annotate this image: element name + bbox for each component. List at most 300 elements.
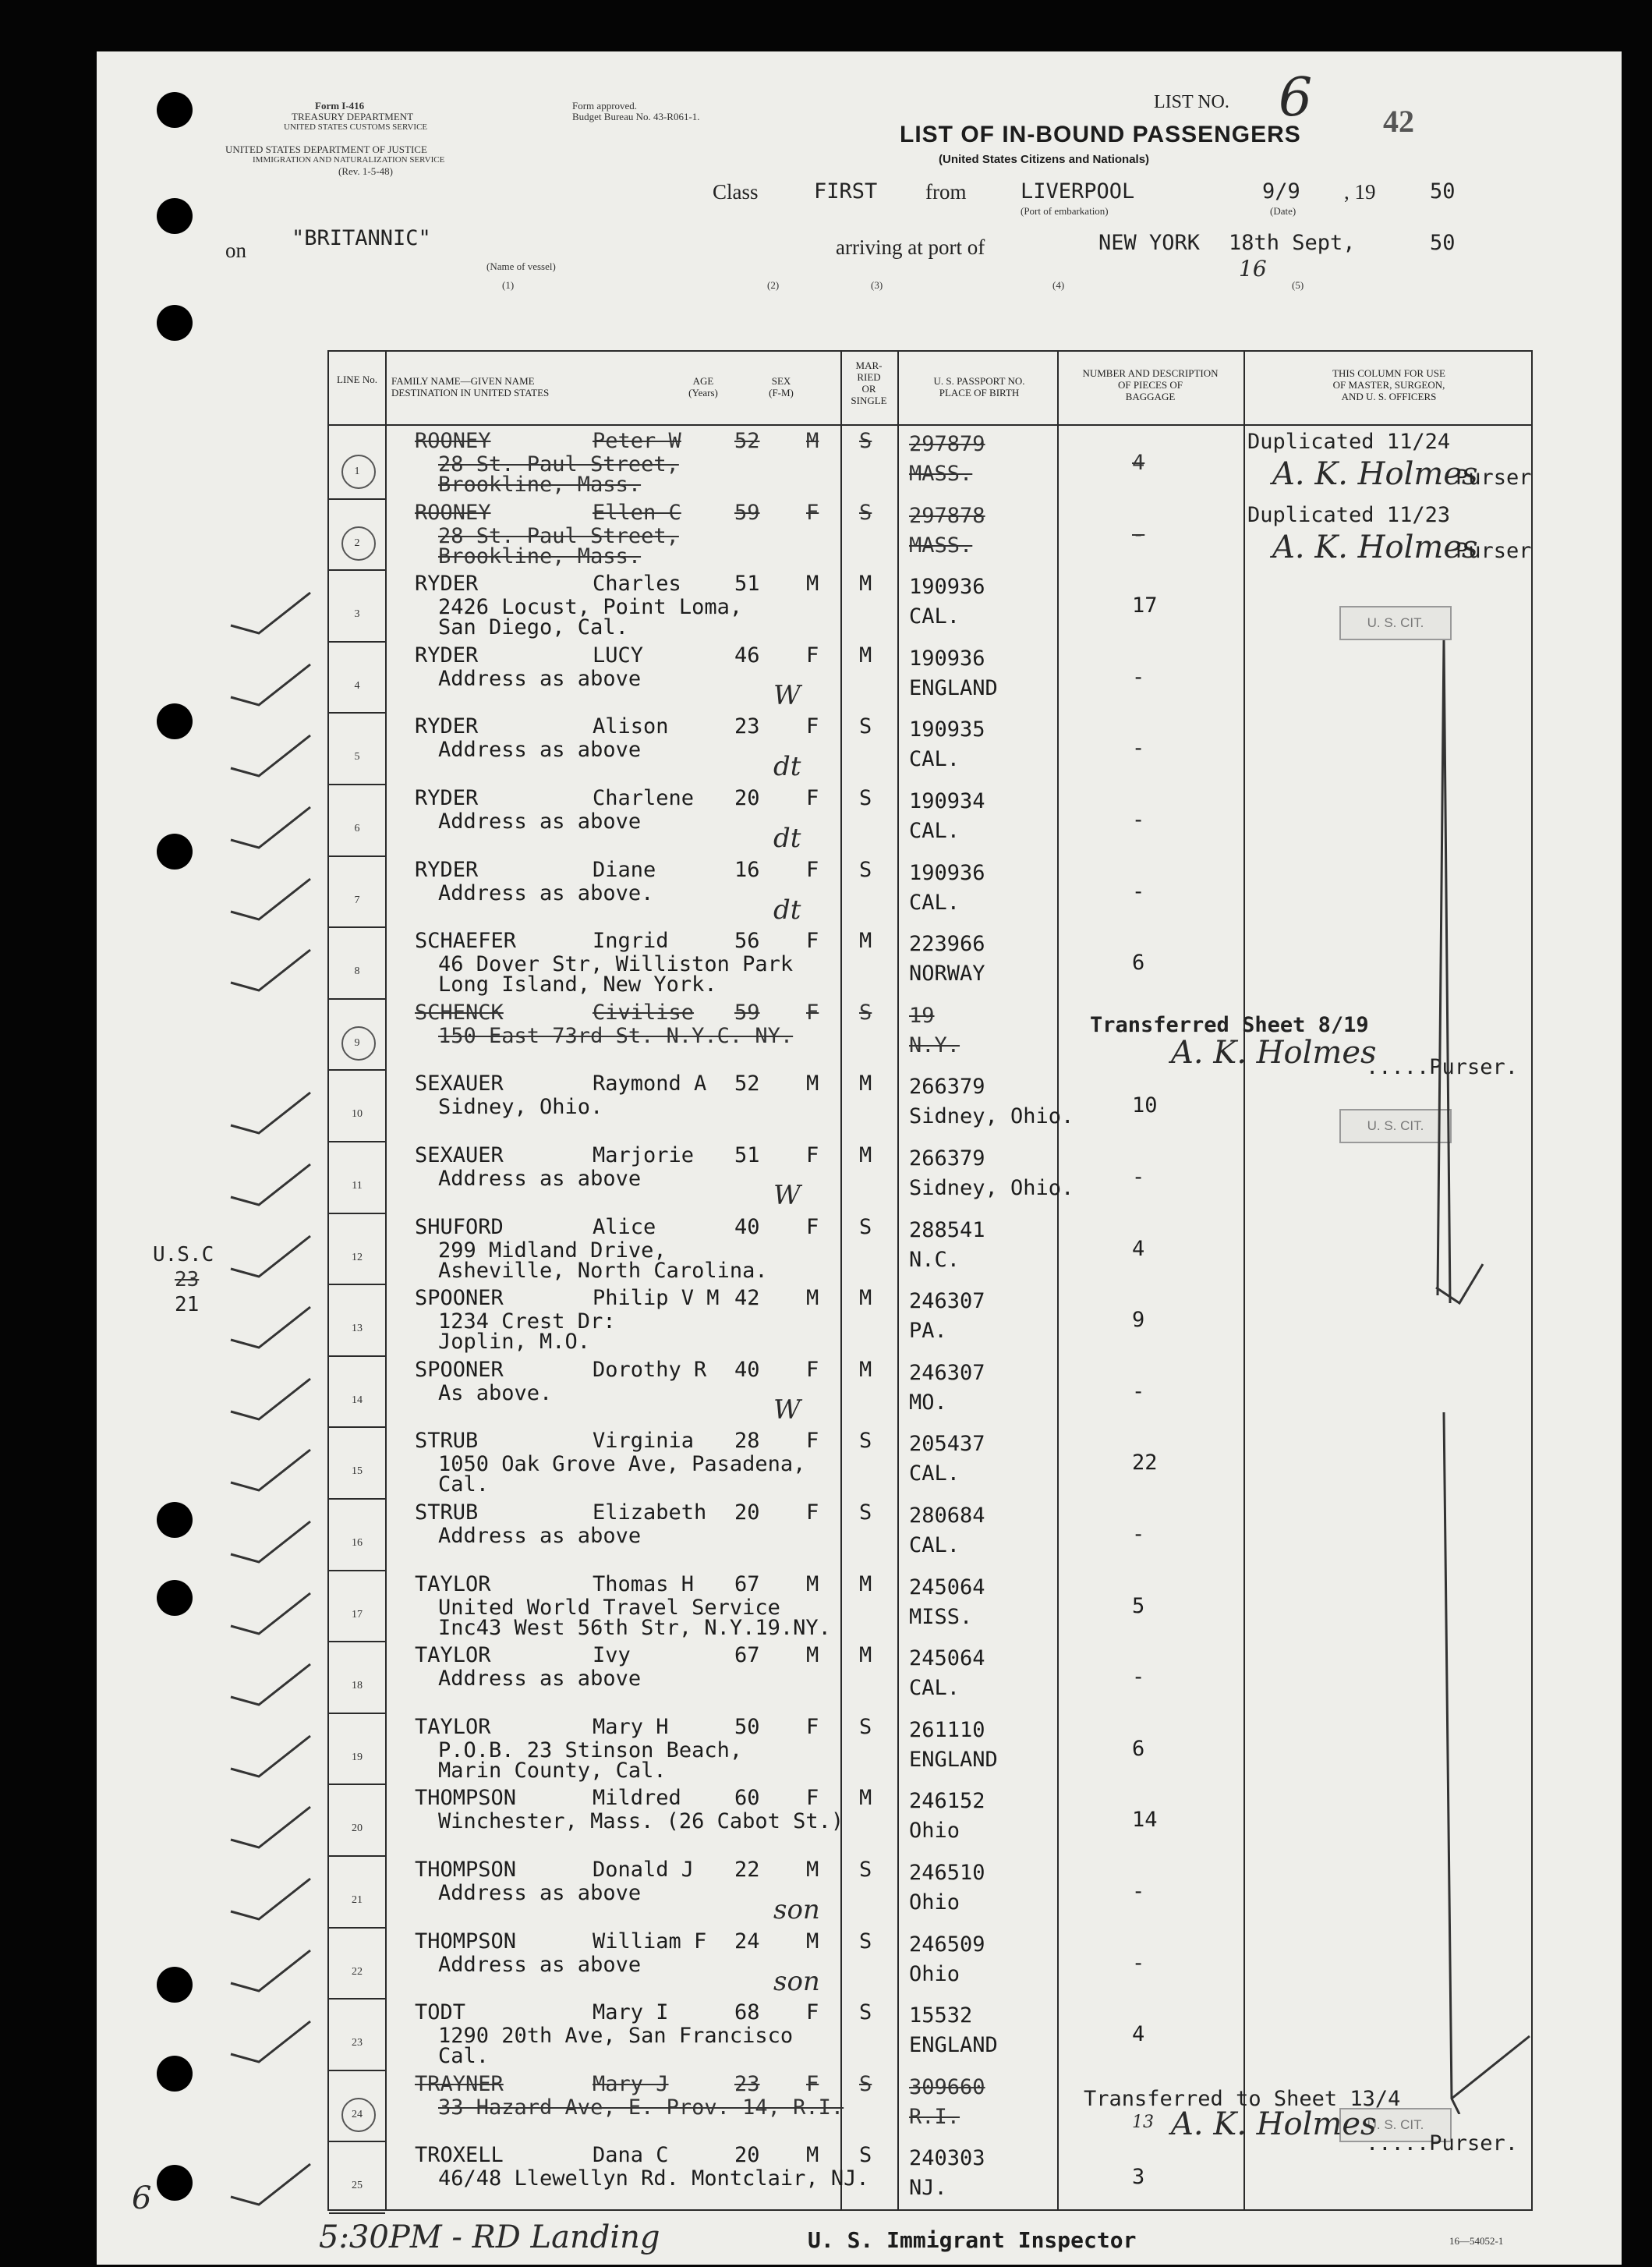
- passenger-surname: TAYLOR: [415, 1643, 491, 1668]
- baggage-count: -: [1132, 1379, 1145, 1404]
- passenger-marital: M: [859, 929, 872, 954]
- passenger-marital: S: [859, 1214, 872, 1239]
- passenger-surname: STRUB: [415, 1429, 479, 1454]
- duplicated-note-2: Duplicated 11/23: [1247, 503, 1451, 527]
- transfer-note-1: Transferred Sheet 8/19: [1090, 1013, 1369, 1037]
- passenger-marital: M: [859, 643, 872, 668]
- passenger-given-name: Mary I: [593, 2000, 669, 2025]
- us-citizen-stamp: U. S. CIT.: [1339, 606, 1452, 640]
- arrival-date-correction: 16: [1239, 256, 1267, 282]
- passenger-address: Address as above: [438, 666, 642, 691]
- table-row: [329, 1213, 1531, 1284]
- vessel-caption: (Name of vessel): [486, 260, 556, 272]
- passenger-marital: S: [859, 2071, 872, 2096]
- passenger-surname: RYDER: [415, 714, 479, 739]
- place-of-birth: CAL.: [909, 1461, 960, 1486]
- passenger-address-line2: Long Island, New York.: [438, 972, 717, 997]
- arriving-label: arriving at port of: [836, 236, 985, 259]
- passenger-surname: THOMPSON: [415, 1929, 517, 1954]
- check-mark: [228, 945, 313, 992]
- passenger-age: 20: [734, 1500, 760, 1525]
- col-header-name: FAMILY NAME—GIVEN NAME DESTINATION IN UNITED STATES: [391, 375, 550, 398]
- passenger-surname: SCHENCK: [415, 1000, 504, 1025]
- passport-number: 19: [909, 1003, 935, 1028]
- us-citizen-stamp: U. S. CIT.: [1339, 2108, 1452, 2142]
- passport-number: 309660: [909, 2074, 985, 2099]
- passenger-given-name: Philip V M: [593, 1286, 720, 1311]
- passenger-sex: F: [806, 2000, 819, 2025]
- passenger-address-line2: San Diego, Cal.: [438, 615, 628, 640]
- passenger-age: 28: [734, 1429, 760, 1454]
- agency-ins: IMMIGRATION AND NATURALIZATION SERVICE: [253, 155, 445, 165]
- line-number: 7: [354, 894, 360, 906]
- embark-port: LIVERPOOL: [1021, 179, 1135, 204]
- passenger-surname: TODT: [415, 2000, 466, 2025]
- line-number: 9: [354, 1036, 360, 1049]
- relation-mark: dt: [773, 823, 801, 854]
- passenger-surname: RYDER: [415, 643, 479, 668]
- passenger-surname: TROXELL: [415, 2143, 504, 2168]
- passenger-age: 40: [734, 1214, 760, 1239]
- passenger-marital: S: [859, 714, 872, 739]
- table-row: [329, 1855, 1531, 1927]
- arrival-year: 50: [1430, 231, 1456, 255]
- check-mark: [228, 1088, 313, 1135]
- passenger-sex: F: [806, 1500, 819, 1525]
- passenger-given-name: Dana C: [593, 2143, 669, 2168]
- table-row: [329, 641, 1531, 713]
- passport-number: 15532: [909, 2003, 973, 2028]
- passport-number: 266379: [909, 1146, 985, 1171]
- manifest-sheet: [97, 51, 1622, 2265]
- passenger-given-name: Charlene: [593, 786, 695, 810]
- row-divider: [329, 2212, 385, 2214]
- passenger-marital: S: [859, 857, 872, 882]
- passenger-given-name: Diane: [593, 857, 656, 882]
- passenger-surname: TAYLOR: [415, 1714, 491, 1739]
- list-number-value: 6: [1279, 67, 1313, 129]
- place-of-birth: N.Y.: [909, 1033, 960, 1057]
- table-row: [329, 1284, 1531, 1355]
- passenger-sex: F: [806, 714, 819, 739]
- line-number: 22: [352, 1965, 363, 1978]
- punch-hole: [157, 834, 193, 870]
- line-number: 11: [352, 1180, 363, 1192]
- baggage-count: 6: [1132, 1736, 1145, 1761]
- check-mark: [228, 1874, 313, 1921]
- passport-number: 190936: [909, 575, 985, 600]
- check-mark: [228, 1802, 313, 1849]
- passenger-marital: S: [859, 1500, 872, 1525]
- baggage-count: -: [1132, 1950, 1145, 1975]
- punch-hole: [157, 2056, 193, 2092]
- passenger-marital: S: [859, 786, 872, 810]
- embark-caption: (Port of embarkation): [1021, 205, 1109, 217]
- passenger-address: As above.: [438, 1380, 553, 1405]
- place-of-birth: Ohio: [909, 1890, 960, 1915]
- passport-number: 288541: [909, 1217, 985, 1242]
- passenger-address: Address as above: [438, 809, 642, 834]
- passenger-address-line2: Marin County, Cal.: [438, 1758, 667, 1783]
- place-of-birth: N.C.: [909, 1247, 960, 1272]
- inspector-label: U. S. Immigrant Inspector: [808, 2227, 1137, 2253]
- passenger-age: 23: [734, 2071, 760, 2096]
- passenger-surname: ROONEY: [415, 500, 491, 525]
- passport-number: 246510: [909, 1861, 985, 1885]
- form-subtitle: (United States Citizens and Nationals): [939, 153, 1150, 166]
- passport-number: 190936: [909, 860, 985, 885]
- line-circle: [341, 2098, 376, 2132]
- line-number: 15: [352, 1465, 363, 1478]
- table-row: [329, 1783, 1531, 1855]
- check-mark: [228, 802, 313, 849]
- baggage-count: 10: [1132, 1093, 1158, 1118]
- passenger-sex: M: [806, 1571, 819, 1596]
- arrival-date: 18th Sept,: [1229, 231, 1356, 255]
- passenger-address-line2: Inc43 West 56th Str, N.Y.19.NY.: [438, 1615, 831, 1640]
- check-mark: [228, 1731, 313, 1778]
- budget-bureau: Budget Bureau No. 43-R061-1.: [572, 111, 700, 122]
- line-number: 5: [354, 751, 360, 763]
- passenger-age: 56: [734, 929, 760, 954]
- passport-number: 190934: [909, 789, 985, 813]
- punch-hole: [157, 1967, 193, 2003]
- col-header-passport: U. S. PASSPORT NO. PLACE OF BIRTH: [933, 375, 1025, 398]
- passenger-address: Address as above: [438, 1952, 642, 1977]
- class-label: Class: [713, 180, 759, 204]
- passenger-marital: S: [859, 500, 872, 525]
- passenger-marital: S: [859, 1714, 872, 1739]
- line-number: 20: [352, 1822, 363, 1835]
- page-number: 42: [1383, 104, 1414, 139]
- punch-hole: [157, 1580, 193, 1616]
- baggage-count: 9: [1132, 1308, 1145, 1333]
- relation-mark: dt: [773, 894, 801, 926]
- line-circle: [341, 455, 376, 489]
- purser-label: Purser: [1456, 539, 1532, 563]
- check-mark: [228, 588, 313, 635]
- passenger-age: 51: [734, 572, 760, 597]
- purser-signature: A. K. Holmes: [1171, 2106, 1377, 2142]
- col-number: (5): [1292, 279, 1304, 291]
- place-of-birth: MASS.: [909, 533, 973, 558]
- passenger-marital: S: [859, 1000, 872, 1025]
- col-header-married: MAR- RIED OR SINGLE: [851, 360, 887, 406]
- departure-date: 9/9: [1262, 179, 1300, 204]
- place-of-birth: Sidney, Ohio.: [909, 1176, 1074, 1200]
- passport-number: 245064: [909, 1575, 985, 1599]
- passenger-given-name: Mary J: [593, 2071, 669, 2096]
- check-mark: [228, 1660, 313, 1706]
- place-of-birth: CAL.: [909, 1533, 960, 1557]
- passenger-marital: M: [859, 1286, 872, 1311]
- table-row: [329, 1498, 1531, 1570]
- agency-justice: UNITED STATES DEPARTMENT OF JUSTICE: [225, 143, 427, 155]
- place-of-birth: ENGLAND: [909, 1747, 998, 1772]
- date-caption: (Date): [1270, 205, 1296, 217]
- passenger-address: 1290 20th Ave, San Francisco: [438, 2024, 794, 2049]
- baggage-count: -: [1132, 1665, 1145, 1690]
- passport-number: 280684: [909, 1504, 985, 1528]
- table-row: [329, 1641, 1531, 1713]
- place-of-birth: Sidney, Ohio.: [909, 1104, 1074, 1129]
- baggage-count: 17: [1132, 593, 1158, 618]
- passenger-marital: M: [859, 1786, 872, 1811]
- passenger-sex: M: [806, 1286, 819, 1311]
- check-mark: [228, 731, 313, 778]
- baggage-count: 4: [1132, 1236, 1145, 1261]
- baggage-count: 14: [1132, 1808, 1158, 1833]
- passenger-address: P.O.B. 23 Stinson Beach,: [438, 1737, 743, 1762]
- passenger-address: 150 East 73rd St. N.Y.C. NY.: [438, 1023, 794, 1048]
- passenger-address: Address as above: [438, 1667, 642, 1691]
- baggage-count: -: [1132, 664, 1145, 689]
- passenger-age: 50: [734, 1714, 760, 1739]
- baggage-count: 3: [1132, 2165, 1145, 2190]
- passenger-age: 40: [734, 1357, 760, 1382]
- line-number: 10: [352, 1108, 363, 1121]
- usc-count: 21: [175, 1293, 200, 1316]
- passport-number: 246509: [909, 1932, 985, 1957]
- passenger-age: 20: [734, 2143, 760, 2168]
- passenger-given-name: Ingrid: [593, 929, 669, 954]
- place-of-birth: Ohio: [909, 1961, 960, 1986]
- passport-number: 246307: [909, 1360, 985, 1385]
- passenger-address: Sidney, Ohio.: [438, 1095, 603, 1120]
- passenger-marital: M: [859, 1072, 872, 1096]
- table-row: [329, 1998, 1531, 2070]
- year-prefix: , 19: [1344, 180, 1376, 204]
- line-number: 18: [352, 1680, 363, 1692]
- form-title: LIST OF IN-BOUND PASSENGERS: [900, 122, 1301, 147]
- relation-mark: W: [773, 1394, 801, 1426]
- passenger-sex: M: [806, 1072, 819, 1096]
- transfer-correction: 13: [1132, 2113, 1154, 2132]
- passenger-sex: F: [806, 1000, 819, 1025]
- passport-number: 246307: [909, 1289, 985, 1314]
- passenger-given-name: Civilise: [593, 1000, 695, 1025]
- passenger-sex: F: [806, 1714, 819, 1739]
- passport-number: 223966: [909, 932, 985, 957]
- passenger-sex: M: [806, 1858, 819, 1882]
- passenger-given-name: Peter W: [593, 429, 681, 453]
- baggage-count: -: [1132, 1165, 1145, 1189]
- passenger-address: Address as above: [438, 738, 642, 763]
- passenger-address: Address as above: [438, 1524, 642, 1548]
- passenger-age: 51: [734, 1143, 760, 1167]
- place-of-birth: CAL.: [909, 819, 960, 843]
- passenger-address: 28 St. Paul Street,: [438, 523, 679, 548]
- passenger-address-line2: Cal.: [438, 1472, 490, 1497]
- place-of-birth: NJ.: [909, 2176, 947, 2201]
- punch-hole: [157, 1502, 193, 1538]
- passenger-marital: M: [859, 1571, 872, 1596]
- place-of-birth: Ohio: [909, 1819, 960, 1844]
- line-number: 1: [354, 466, 360, 477]
- passenger-sex: F: [806, 1357, 819, 1382]
- agency-customs: UNITED STATES CUSTOMS SERVICE: [284, 122, 428, 132]
- passenger-age: 52: [734, 1072, 760, 1096]
- line-circle: [341, 1026, 376, 1061]
- punch-hole: [157, 305, 193, 341]
- line-number: 13: [352, 1323, 363, 1335]
- passport-number: 240303: [909, 2146, 985, 2171]
- purser-signature: A. K. Holmes: [1272, 456, 1478, 492]
- relation-mark: son: [773, 1894, 820, 1925]
- place-of-birth: R.I.: [909, 2104, 960, 2129]
- col-header-line: LINE No.: [337, 374, 377, 385]
- passenger-marital: S: [859, 1929, 872, 1954]
- passenger-given-name: Alison: [593, 714, 669, 739]
- passport-number: 190935: [909, 717, 985, 742]
- agency-treasury: TREASURY DEPARTMENT: [292, 111, 414, 122]
- passport-number: 297879: [909, 432, 985, 456]
- passenger-address: United World Travel Service: [438, 1595, 780, 1620]
- baggage-count: -: [1132, 879, 1145, 904]
- passport-number: 205437: [909, 1432, 985, 1457]
- passenger-address-line2: Cal.: [438, 2044, 490, 2069]
- passenger-marital: M: [859, 1357, 872, 1382]
- passenger-address-line2: Brookline, Mass.: [438, 544, 642, 569]
- from-label: from: [925, 180, 967, 204]
- check-mark: [228, 660, 313, 707]
- table-row: [329, 1141, 1531, 1213]
- baggage-count: -: [1132, 736, 1145, 761]
- passenger-age: 42: [734, 1286, 760, 1311]
- passport-number: 246152: [909, 1789, 985, 1814]
- passenger-surname: STRUB: [415, 1500, 479, 1525]
- table-row: [329, 1355, 1531, 1427]
- passenger-age: 59: [734, 500, 760, 525]
- passport-number: 190936: [909, 646, 985, 671]
- passenger-sex: M: [806, 2143, 819, 2168]
- passenger-sex: M: [806, 429, 819, 453]
- check-mark: [228, 1946, 313, 1992]
- passenger-given-name: Ellen C: [593, 500, 681, 525]
- passenger-age: 59: [734, 1000, 760, 1025]
- line-number: 3: [354, 608, 360, 621]
- list-number-label: LIST NO.: [1154, 92, 1229, 112]
- passenger-given-name: Alice: [593, 1214, 656, 1239]
- passenger-surname: RYDER: [415, 857, 479, 882]
- line-number: 21: [352, 1894, 363, 1906]
- table-row: [329, 1927, 1531, 1999]
- passenger-given-name: Ivy: [593, 1643, 631, 1668]
- relation-mark: son: [773, 1965, 820, 1997]
- baggage-count: 4: [1132, 451, 1145, 475]
- place-of-birth: NORWAY: [909, 962, 985, 986]
- col-header-sex: SEX (F-M): [769, 375, 794, 398]
- passenger-sex: F: [806, 929, 819, 954]
- passenger-marital: M: [859, 1643, 872, 1668]
- passenger-surname: SPOONER: [415, 1286, 504, 1311]
- passenger-address: 299 Midland Drive,: [438, 1238, 667, 1263]
- passenger-age: 68: [734, 2000, 760, 2025]
- passenger-address: Address as above: [438, 1167, 642, 1191]
- passenger-address: 28 St. Paul Street,: [438, 452, 679, 476]
- passenger-address-line2: Asheville, North Carolina.: [438, 1258, 768, 1283]
- place-of-birth: ENGLAND: [909, 675, 998, 700]
- passenger-sex: F: [806, 1143, 819, 1167]
- print-code: 16—54052-1: [1449, 2235, 1504, 2247]
- baggage-count: 22: [1132, 1451, 1158, 1475]
- col-number: (2): [767, 279, 780, 291]
- passenger-surname: TAYLOR: [415, 1571, 491, 1596]
- vessel-name: "BRITANNIC": [292, 226, 431, 250]
- passenger-sex: F: [806, 1786, 819, 1811]
- passenger-address: 46/48 Llewellyn Rd. Montclair, NJ.: [438, 2166, 869, 2191]
- line-circle: [341, 526, 376, 561]
- passenger-given-name: Charles: [593, 572, 681, 597]
- margin-note: 6: [132, 2180, 152, 2216]
- line-number: 16: [352, 1537, 363, 1549]
- table-row: [329, 855, 1531, 927]
- line-number: 24: [352, 2108, 363, 2120]
- passenger-age: 67: [734, 1571, 760, 1596]
- usc-old-count: 23: [175, 1268, 200, 1291]
- passenger-age: 22: [734, 1858, 760, 1882]
- check-mark: [228, 1374, 313, 1421]
- passenger-marital: S: [859, 1858, 872, 1882]
- line-number: 8: [354, 965, 360, 978]
- passenger-address: Address as above: [438, 1881, 642, 1905]
- passenger-sex: M: [806, 1643, 819, 1668]
- passenger-age: 46: [734, 643, 760, 668]
- relation-mark: W: [773, 679, 801, 711]
- line-number: 2: [354, 537, 360, 549]
- passenger-sex: F: [806, 643, 819, 668]
- baggage-count: -: [1132, 808, 1145, 832]
- table-row: [329, 2141, 1531, 2212]
- line-number: 19: [352, 1751, 363, 1763]
- passenger-given-name: Thomas H: [593, 1571, 695, 1596]
- passenger-age: 60: [734, 1786, 760, 1811]
- passenger-sex: F: [806, 1429, 819, 1454]
- passenger-surname: RYDER: [415, 572, 479, 597]
- passenger-age: 52: [734, 429, 760, 453]
- purser-signature: A. K. Holmes: [1171, 1035, 1377, 1071]
- passenger-surname: SHUFORD: [415, 1214, 504, 1239]
- transfer-note-2: Transferred to Sheet 13/4: [1084, 2087, 1401, 2111]
- baggage-count: 5: [1132, 1593, 1145, 1618]
- baggage-count: -: [1132, 1522, 1145, 1546]
- line-number: 23: [352, 2037, 363, 2049]
- passenger-age: 16: [734, 857, 760, 882]
- form-revision: (Rev. 1-5-48): [338, 165, 393, 177]
- passenger-address-line2: Brookline, Mass.: [438, 473, 642, 497]
- passenger-surname: SEXAUER: [415, 1143, 504, 1167]
- passport-number: 245064: [909, 1646, 985, 1671]
- passenger-address: 46 Dover Str, Williston Park: [438, 952, 794, 977]
- arrival-port: NEW YORK: [1098, 231, 1201, 255]
- place-of-birth: MISS.: [909, 1604, 973, 1629]
- place-of-birth: MASS.: [909, 462, 973, 486]
- passenger-surname: ROONEY: [415, 429, 491, 453]
- col-number: (1): [502, 279, 515, 291]
- check-mark: [228, 1160, 313, 1206]
- passenger-sex: F: [806, 1214, 819, 1239]
- purser-label: Purser: [1456, 466, 1532, 490]
- passenger-given-name: LUCY: [593, 643, 644, 668]
- place-of-birth: CAL.: [909, 604, 960, 629]
- passenger-marital: M: [859, 1143, 872, 1167]
- passenger-surname: SCHAEFER: [415, 929, 517, 954]
- baggage-count: 6: [1132, 951, 1145, 976]
- check-mark: [228, 874, 313, 921]
- relation-mark: dt: [773, 751, 801, 783]
- col-header-officers: THIS COLUMN FOR USE OF MASTER, SURGEON, AND U. S. OFFICERS: [1332, 367, 1445, 402]
- passenger-address: 2426 Locust, Point Loma,: [438, 595, 743, 620]
